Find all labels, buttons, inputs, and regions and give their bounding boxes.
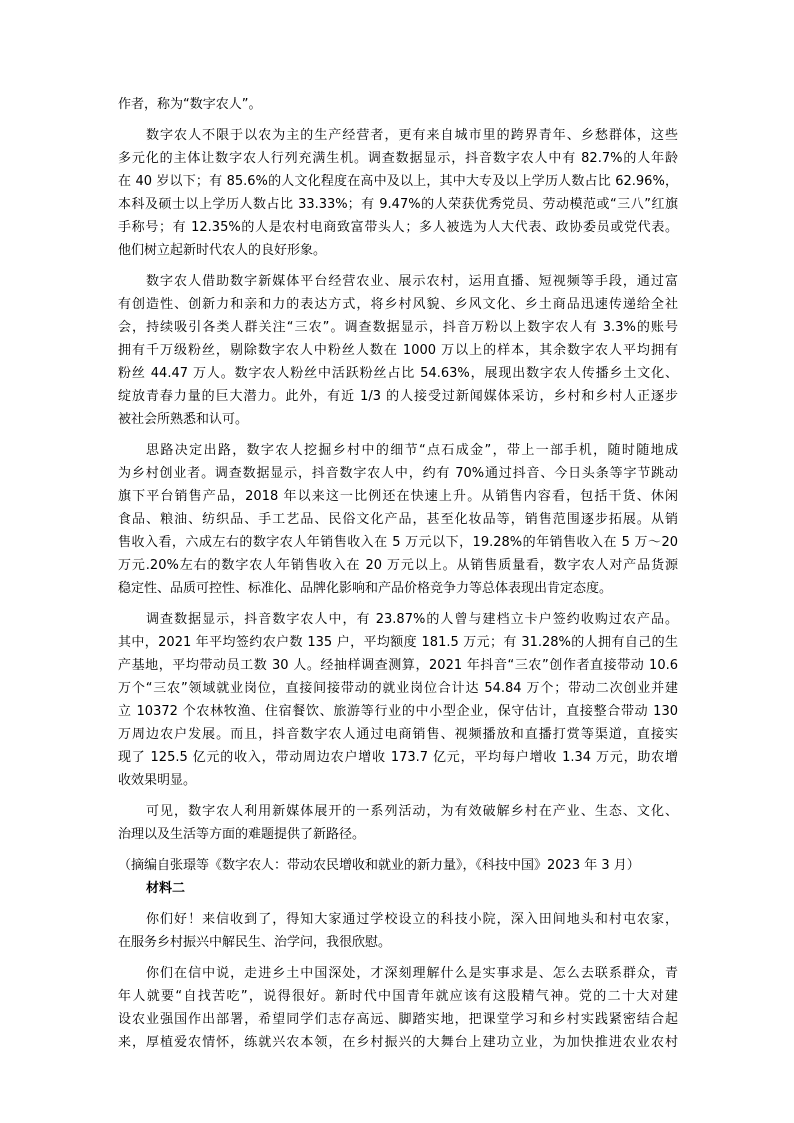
text-line: 被社会所熟悉和认可。 <box>118 412 249 427</box>
text-line: 作者，称为“数字农人”。 <box>118 97 262 112</box>
paragraph <box>118 908 678 954</box>
text-line: 售收入看，六成左右的数字农人年销售收入在 5 万元以下，19.28%的年销售收入在 5 万～20 <box>118 535 678 550</box>
paragraph <box>118 93 678 116</box>
text-line: 万个“三农”领域就业岗位，直接间接带动的就业岗位合计达 54.84 万个；带动二次创业并建 <box>118 681 678 696</box>
text-line: 在服务乡村振兴中解民生、治学问，我很欣慰。 <box>118 935 392 950</box>
text-line: 你们在信中说，走进乡土中国深处，才深刻理解什么是实事求是、怎么去联系群众，青 <box>146 966 678 981</box>
text-line: 可见，数字农人利用新媒体展开的一系列活动，为有效破解乡村在产业、生态、文化、 <box>146 804 678 819</box>
paragraph <box>118 608 678 792</box>
source-citation: （摘编自张璟等《数字农人：带动农民增收和就业的新力量》，《科技中国》2023 年 3 月） <box>118 858 640 873</box>
text-line: 会，持续吸引各类人群关注“三农”。调查数据显示，抖音万粉以上数字农人有 3.3%的账号 <box>118 320 678 335</box>
text-line: 旗下平台销售产品，2018 年以来这一比例还在快速上升。从销售内容看，包括干货、休闲 <box>118 489 678 504</box>
text-line: 在 40 岁以下；有 85.6%的人文化程度在高中及以上，其中大专及以上学历人数占比 62.96%， <box>118 174 678 189</box>
text-line: 你们好！来信收到了，得知大家通过学校设立的科技小院，深入田间地头和村屯农家， <box>146 912 678 927</box>
paragraph <box>118 800 678 846</box>
paragraph <box>118 962 678 1054</box>
text-line: 数字农人借助数字新媒体平台经营农业、展示农村，运用直播、短视频等手段，通过富 <box>146 274 678 289</box>
text-line: 多元化的主体让数字农人行列充满生机。调查数据显示，抖音数字农人中有 82.7%的人年龄 <box>118 151 678 166</box>
text-line: 万元.20%左右的数字农人年销售收入在 20 万元以上。从销售质量看，数字农人对产品货源 <box>118 558 678 573</box>
text-line: 来，厚植爱农情怀，练就兴农本领，在乡村振兴的大舞台上建功立业，为加快推进农业农村 <box>118 1035 678 1050</box>
text-line: 治理以及生活等方面的难题提供了新路径。 <box>118 827 366 842</box>
text-line: 稳定性、品质可控性、标准化、品牌化影响和产品价格竞争力等总体表现出肯定态度。 <box>118 581 613 596</box>
text-line: 立 10372 个农林牧渔、住宿餐饮、旅游等行业的中小型企业，保守估计，直接整合带动 130 <box>118 704 678 719</box>
text-line: 手称号；有 12.35%的人是农村电商致富带头人；多人被选为人大代表、政协委员或党代表。 <box>118 220 678 235</box>
text-line: 数字农人不限于以农为主的生产经营者，更有来自城市里的跨界青年、乡愁群体，这些 <box>146 128 678 143</box>
text-line: 产基地，平均带动员工数 30 人。经抽样调查测算，2021 年抖音“三农”创作者直接带动 10.6 <box>118 658 678 673</box>
text-line: 思路决定出路，数字农人挖掘乡村中的细节“点石成金”，带上一部手机，随时随地成 <box>146 443 678 458</box>
text-line: 绽放青春力量的巨大潜力。此外，有近 1/3 的人接受过新闻媒体采访，乡村和乡村人正逐步 <box>118 389 678 404</box>
paragraph <box>118 439 678 600</box>
text-line: 调查数据显示，抖音数字农人中，有 23.87%的人曾与建档立卡户签约收购过农产品。 <box>146 612 678 627</box>
text-line: 其中，2021 年平均签约农户数 135 户，平均额度 181.5 万元；有 31.28%的人拥有自己的生 <box>118 635 678 650</box>
text-line: 收效果明显。 <box>118 773 197 788</box>
text-line: 食品、粮油、纺织品、手工艺品、民俗文化产品，甚至化妆品等，销售范围逐步拓展。从销 <box>118 512 678 527</box>
text-line: 万周边农户发展。而且，抖音数字农人通过电商销售、视频播放和直播打赏等渠道，直接实 <box>118 727 678 742</box>
paragraph <box>118 270 678 431</box>
text-line: 粉丝 44.47 万人。数字农人粉丝中活跃粉丝占比 54.63%，展现出数字农人传播乡土文化、 <box>118 366 678 381</box>
document-page <box>118 93 678 1054</box>
paragraph <box>118 124 678 262</box>
text-line: 他们树立起新时代农人的良好形象。 <box>118 243 327 258</box>
text-line: 设农业强国作出部署，希望同学们志存高远、脚踏实地，把课堂学习和乡村实践紧密结合起 <box>118 1012 678 1027</box>
text-line: 有创造性、创新力和亲和力的表达方式，将乡村风貌、乡风文化、乡土商品迅速传递给全社 <box>118 297 678 312</box>
section-heading: 材料二 <box>146 881 186 896</box>
text-line: 现了 125.5 亿元的收入，带动周边农户增收 173.7 亿元，平均每户增收 1.34 万元，助农增 <box>118 750 678 765</box>
text-line: 年人就要“自找苦吃”，说得很好。新时代中国青年就应该有这股精气神。党的二十大对建 <box>118 989 678 1004</box>
text-line: 拥有千万级粉丝，剔除数字农人中粉丝人数在 1000 万以上的样本，其余数字农人平均拥有 <box>118 343 678 358</box>
text-line: 本科及硕士以上学历人数占比 33.33%；有 9.47%的人荣获优秀党员、劳动模范或“三八”红旗 <box>118 197 678 212</box>
text-line: 为乡村创业者。调查数据显示，抖音数字农人中，约有 70%通过抖音、今日头条等字节跳动 <box>118 466 678 481</box>
